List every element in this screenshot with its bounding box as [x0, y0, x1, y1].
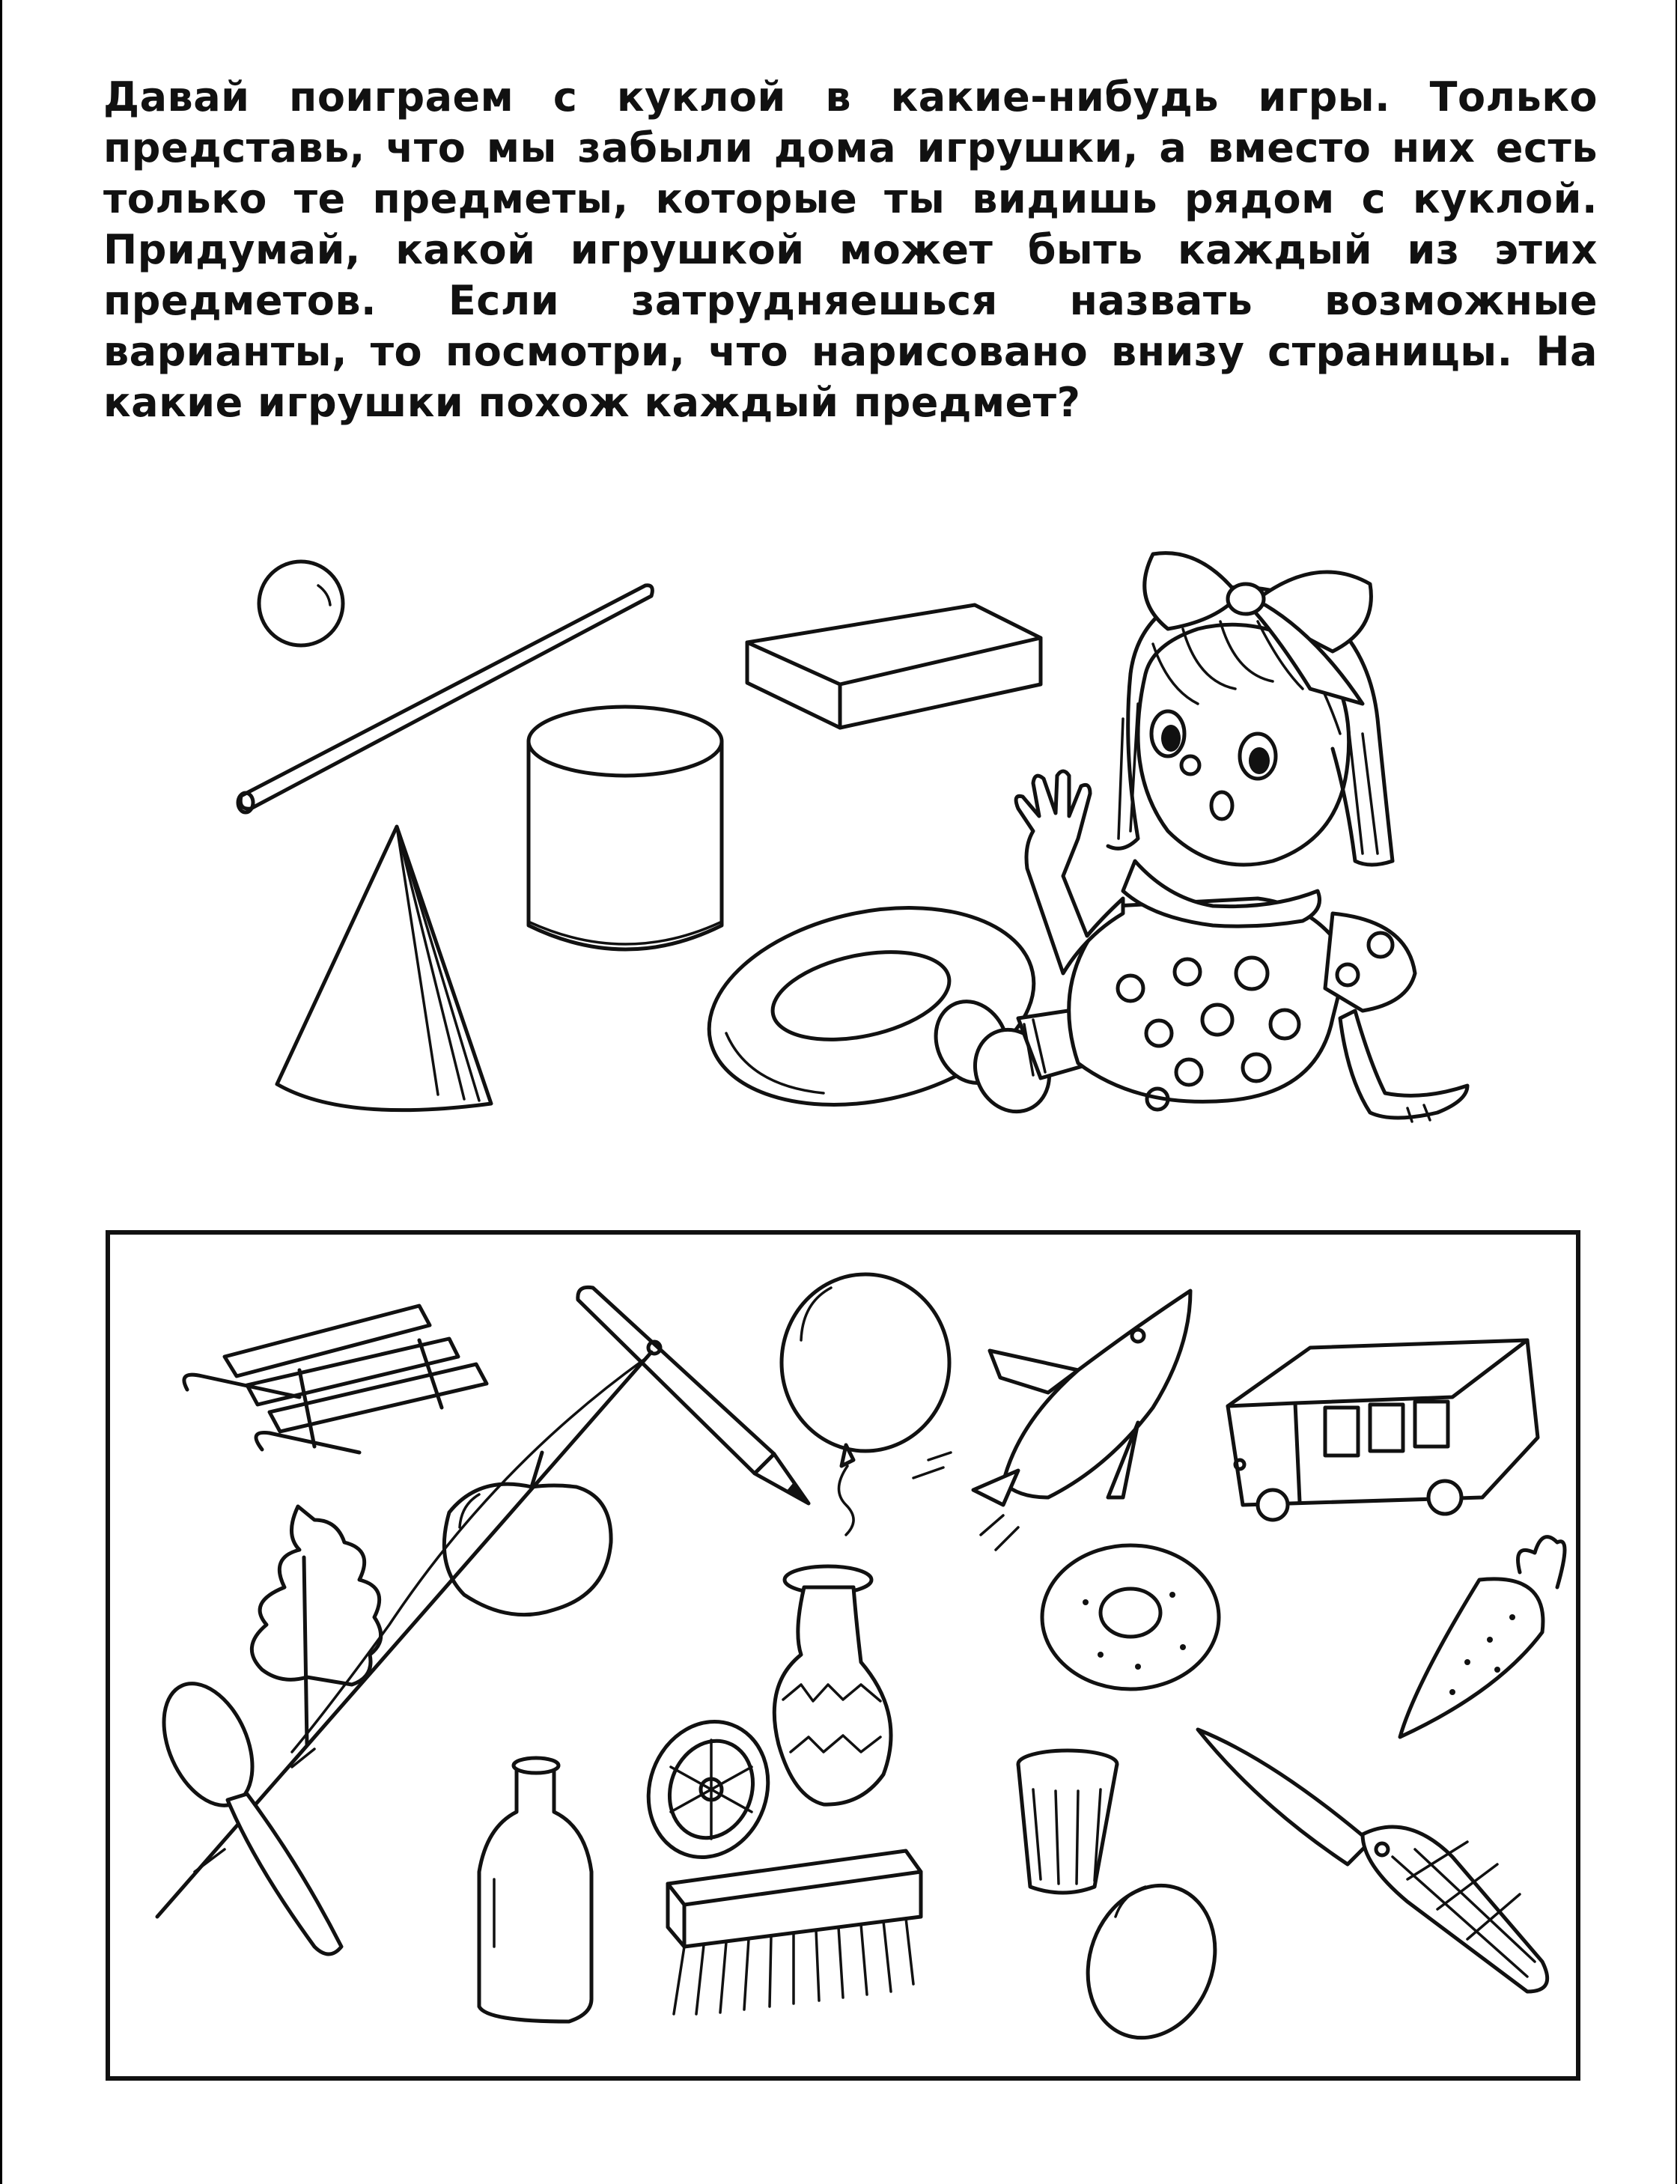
- donut-icon: [1042, 1545, 1219, 1689]
- carrot-icon: [1400, 1537, 1565, 1737]
- cylinder-icon: [529, 707, 722, 949]
- instruction-text: Давай поиграем с куклой в какие-нибудь игры. Только представь, что мы забыли дома игрушки, а вместо них есть только те предметы, которые ты видишь рядом с куклой. Придумай, какой игрушкой может быть каждый из этих предметов. Если затрудняешься назвать возможные варианты, то посмотри, что нарисовано внизу страницы. На какие игрушки похож каждый предмет?: [103, 73, 1598, 426]
- brush-icon: [668, 1851, 921, 2014]
- hint-panel: [147, 1274, 1565, 2056]
- vase-icon: [774, 1566, 891, 1804]
- egg-icon: [1067, 1867, 1235, 2056]
- spoon-icon: [147, 1670, 341, 1954]
- bus-icon: [1228, 1340, 1538, 1520]
- glass-icon: [1018, 1750, 1117, 1893]
- fir-tree-icon: [252, 1506, 380, 1745]
- cone-icon: [277, 827, 491, 1110]
- balloon-icon: [782, 1274, 949, 1535]
- rocket-icon: [913, 1291, 1190, 1550]
- knife-icon: [1198, 1730, 1547, 1992]
- bottle-icon: [479, 1758, 591, 2022]
- apple-icon: [444, 1453, 611, 1615]
- brick-icon: [747, 605, 1041, 728]
- top-scene: [238, 553, 1467, 1133]
- sled-icon: [184, 1306, 487, 1453]
- ball-icon: [259, 562, 343, 645]
- fishing-rod-icon: [157, 1342, 660, 1917]
- wheel-icon: [630, 1705, 787, 1874]
